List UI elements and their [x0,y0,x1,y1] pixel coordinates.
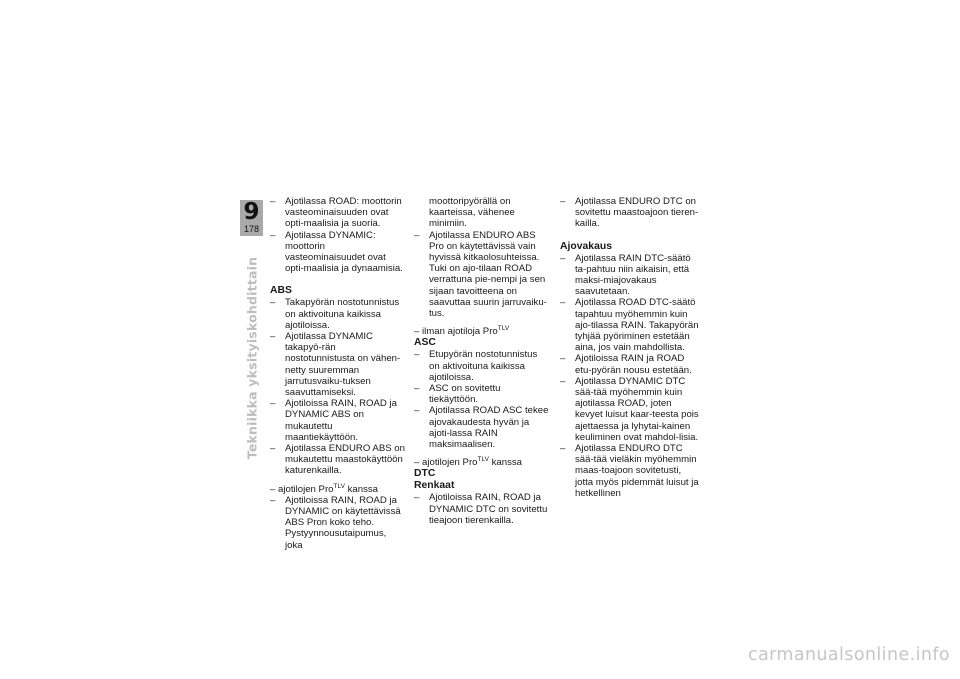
condition-prefix: ajotilojen Pro [278,483,334,495]
dash: – [560,252,566,264]
list-item [414,383,550,405]
dash: – [560,375,566,387]
dash: – [560,353,566,365]
list-item-text: Ajotiloissa RAIN, ROAD ja DYNAMIC on käytettävissä ABS Pron koko teho. Pystyynnousutaipumus, joka [285,494,401,551]
list-item [414,405,550,450]
list-item [560,353,700,375]
list-item-text: Etupyörän nostotunnistus on aktivoituna kaikissa ajotiloissa. [429,349,538,383]
list-item [270,495,406,551]
text-column-3 [560,196,700,499]
condition-prefix: ajotilojen Pro [422,457,478,469]
list-item [560,376,700,443]
condition-prefix: ilman ajotiloja Pro [422,326,498,338]
list-item-text: Ajotiloissa RAIN, ROAD ja DYNAMIC DTC on sovitettu tieajoon tierenkailla. [429,492,548,526]
condition-suffix: kanssa [344,483,379,495]
condition-suffix: kanssa [488,457,523,469]
list-item-text: Ajotilassa RAIN DTC-säätö ta-pahtuu niin aikaisin, että maksi-miajovakaus saavutetaan. [575,252,691,298]
text-column-2 [414,196,550,526]
list-item [270,196,406,230]
list-item-text: Ajotilassa ENDURO DTC on sovitettu maastoajoon tieren-kailla. [575,196,699,230]
dash: – [270,297,276,309]
list-item [270,230,406,275]
section-heading-renkaat: Renkaat [414,480,455,492]
dash: – [560,196,566,207]
list-item-text: Ajotilassa ROAD: moottorin vasteominaisuuden ovat opti-maalisia ja suoria. [285,196,402,230]
list-item [270,297,406,331]
list-item [414,349,550,383]
list-item [560,297,700,353]
dash: – [270,196,276,207]
list-item-text: Ajotilassa ENDURO ABS Pro on käytettävissä vain hyvissä kitkaolosuhteissa. Tuki on ajo-tilaan ROAD verrattuna pie-nempi ja sen sijaan tavoitteena on saavuttaa suurin jarruvaiku-tus. [429,229,547,320]
list-item-text: Ajotilassa DYNAMIC DTC sää-tää myöhemmin kuin ajotilassa ROAD, joten kevyet luisut kaar-teesta pois ajettaessa ja lyhytai-kainen keuliminen ovat mahdol-lisia. [575,375,699,443]
list-item-text: Ajotilassa DYNAMIC: moottorin vasteominaisuudet ovat opti-maalisia ja dynaamisia. [285,229,403,275]
list-item [414,230,550,320]
superscript-tlv: TLV [333,482,345,490]
chapter-tab [240,200,263,236]
superscript-tlv: TLV [477,456,489,464]
dash: – [560,297,566,309]
watermark: carmanualsonline.info [747,645,950,665]
dash: – [270,398,276,410]
list-item [270,331,406,398]
list-item-text: ASC on sovitettu tiekäyttöön. [429,383,501,406]
page-number: 178 [243,224,260,234]
dash: – [270,229,276,241]
dash: – [270,443,276,455]
condition-line [414,457,550,468]
chapter-number: 9 [243,199,260,225]
list-item-text: Ajotilassa ROAD ASC tekee ajovakaudesta hyvän ja ajoti-lassa RAIN maksimaalisen. [429,405,549,451]
list-item-text: moottoripyörällä on kaarteissa, vähenee minimiin. [429,196,515,230]
list-item-text: Ajotilassa ROAD DTC-säätö tapahtuu myöhemmin kuin ajo-tilassa RAIN. Takapyörän tyhjää pyöriminen estetään aina, jos vain mahdollista. [575,297,699,354]
list-item [270,443,406,477]
list-item-text: Ajotiloissa RAIN ja ROAD etu-pyörän nousu estetään. [575,353,692,376]
chapter-sidebar-title: Tekniikka yksityiskohdittain [244,256,260,460]
dash: – [414,457,420,469]
list-item-text: Ajotilassa DYNAMIC takapyö-rän nostotunnistusta on vähen-netty suuremman jarrutusvaiku-tuksen saavuttamiseksi. [285,331,401,399]
dash: – [414,492,420,504]
list-item [270,398,406,443]
dash: – [414,383,420,395]
dash: – [270,494,276,506]
dash: – [270,483,276,495]
text-column-1 [270,196,406,551]
section-heading-ajovakaus: Ajovakaus [560,240,612,252]
dash: – [414,349,420,361]
list-item [414,492,550,526]
condition-line [270,484,406,495]
dash: – [414,326,420,338]
list-item-continuation [414,196,550,230]
list-item [560,196,700,230]
list-item-text: Ajotilassa ENDURO DTC sää-tää vieläkin myöhemmin maas-toajoon sovitetusti, jotta myös pidemmät luisut ja hetkellinen [575,443,699,499]
list-item [560,443,700,499]
section-heading-dtc: DTC [414,468,436,480]
section-heading-asc: ASC [414,337,436,349]
superscript-tlv: TLV [497,325,510,333]
dash: – [560,443,566,455]
condition-line [414,326,550,337]
dash: – [414,405,420,417]
dash: – [270,331,276,343]
list-item-text: Ajotiloissa RAIN, ROAD ja DYNAMIC ABS on mukautettu maantiekäyttöön. [285,398,397,443]
dash: – [414,229,420,241]
section-heading-abs: ABS [270,285,292,297]
list-item-text: Takapyörän nostotunnistus on aktivoituna kaikissa ajotiloissa. [285,297,400,331]
list-item-text: Ajotilassa ENDURO ABS on mukautettu maastokäyttöön katurenkailla. [285,443,405,477]
list-item [560,253,700,298]
